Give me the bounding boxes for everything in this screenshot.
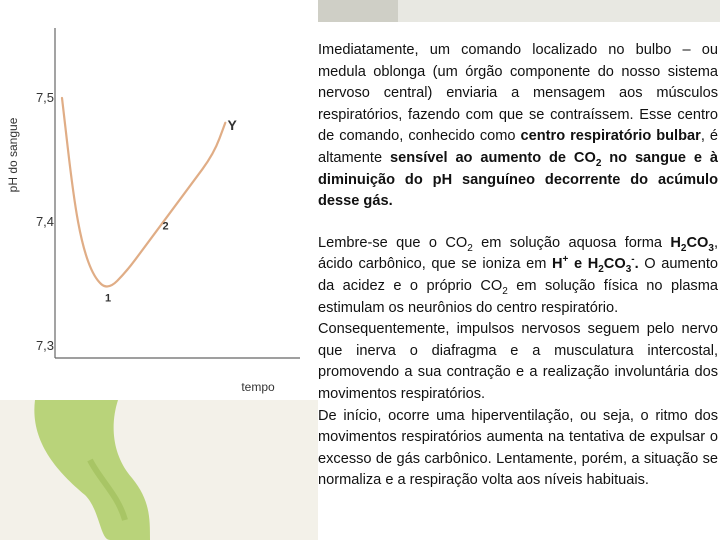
text-run: sensível ao aumento de CO <box>389 149 596 166</box>
chart-series <box>62 98 225 286</box>
text-run: 3 <box>708 242 714 254</box>
y-tick-label: 7,3 <box>35 338 55 353</box>
x-axis-label: tempo <box>241 380 275 394</box>
text-run: 2 <box>680 242 687 254</box>
background-photo-top-left <box>318 0 398 22</box>
paragraph-hiperventilacao <box>318 406 718 492</box>
text-run: 2 <box>502 285 508 297</box>
text-run: + <box>562 254 569 266</box>
text-run: O aumento da acidez e o próprio CO <box>318 256 718 294</box>
text-run: De início, ocorre uma hiperventilação, ou seja, o ritmo dos movimentos respiratórios aumenta na tentativa de expulsar o excesso de gás carbônico. Lentamente, porém, a situação se normaliza e a respiração volta aos níveis habituais. <box>318 407 718 489</box>
green-leaf-image <box>0 400 318 540</box>
text-run: 2 <box>595 157 602 169</box>
paragraph-acido-carbonico <box>318 233 718 319</box>
text-run: em solução aquosa forma <box>472 234 671 251</box>
text-run: . <box>634 256 639 273</box>
text-run: centro respiratório bulbar <box>520 128 701 145</box>
text-run: Lembre-se que o CO <box>318 234 468 251</box>
text-run: Consequentemente, impulsos nervosos seguem pelo nervo que inerva o diafragma e a musculatura intercostal, promovendo a sua contração e a realização involuntária dos movimentos respiratórios. <box>318 321 718 402</box>
text-run: CO <box>686 234 709 251</box>
y-tick-label: 7,4 <box>35 214 55 229</box>
text-run: , é altamente <box>318 128 718 166</box>
ph-curve <box>62 98 225 286</box>
text-run: H <box>670 234 681 251</box>
text-run: Imediatamente, um comando localizado no bulbo – ou medula oblonga (um órgão componente do nosso sistema nervoso central) enviaria a mensagem aos músculos respiratórios, fazendo com que se contraíssem. Esse centro de comando, conhecido como <box>318 42 718 145</box>
text-run: 2 <box>598 264 604 276</box>
text-run: - <box>631 254 635 266</box>
text-run: CO <box>603 256 626 273</box>
text-run: 2 <box>467 242 473 254</box>
ph-chart <box>0 0 318 400</box>
text-run: , ácido carbônico, que se ioniza em <box>318 234 718 273</box>
chart-axes <box>55 28 300 358</box>
paragraph-impulsos <box>318 319 718 405</box>
point-label-Y: Y <box>227 117 237 134</box>
text-panel <box>318 40 718 492</box>
text-run: no sangue e à diminuição do pH sanguíneo decorrente do acúmulo desse gás. <box>318 149 718 210</box>
text-run: em solução física no plasma estimulam os neurônios do centro respiratório. <box>318 277 718 316</box>
text-run: H <box>551 256 563 273</box>
point-label-2: 2 <box>162 220 169 233</box>
chart-ticks <box>36 90 54 353</box>
text-run: 3 <box>625 264 632 276</box>
y-axis-label: pH do sangue <box>6 117 20 193</box>
point-label-1: 1 <box>104 292 112 305</box>
text-run: e H <box>568 256 599 273</box>
paragraph-bulbo <box>318 40 718 213</box>
y-tick-label: 7,5 <box>35 90 55 105</box>
